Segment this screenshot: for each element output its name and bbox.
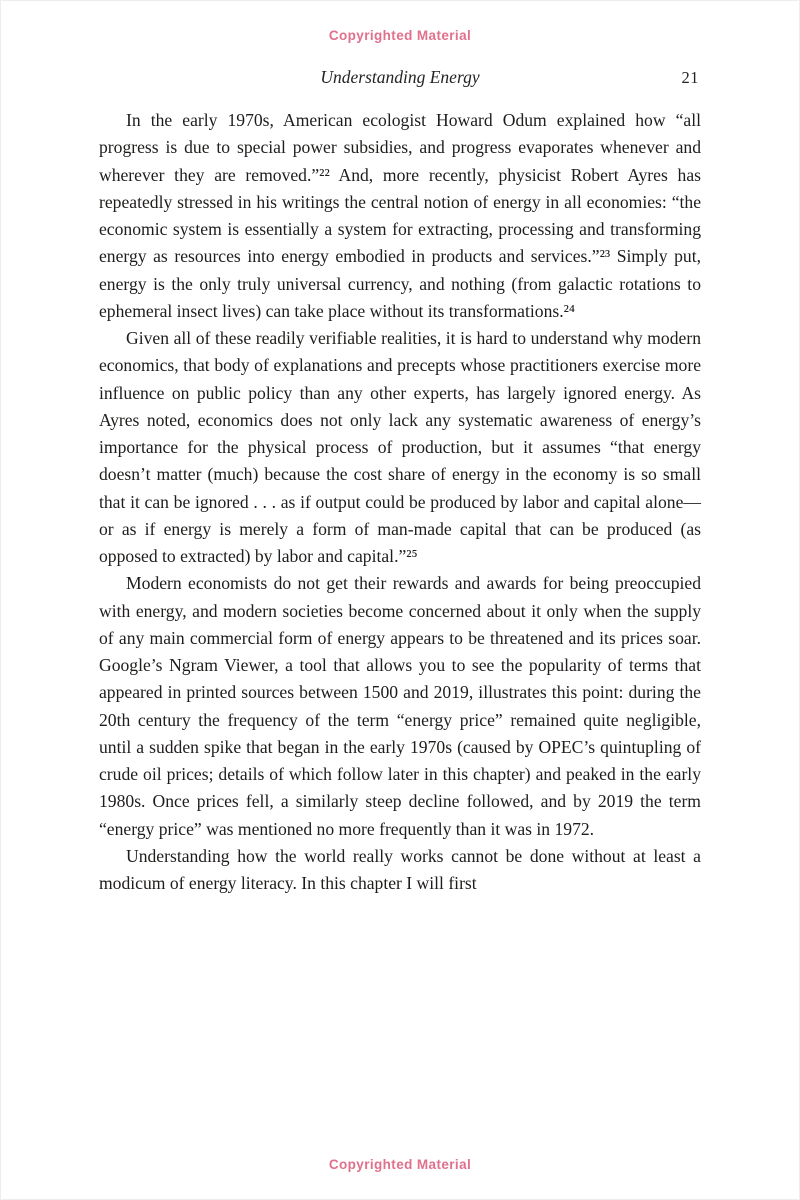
- page-number: 21: [681, 68, 699, 87]
- paragraph: Understanding how the world really works cannot be done without at least a modicum of energy literacy. In this chapter I will first: [99, 845, 701, 893]
- copyright-watermark-top: Copyrighted Material: [328, 28, 472, 43]
- page-body: [99, 107, 701, 897]
- paragraph: In the early 1970s, American ecologist Howard Odum explained how “all progress is due to special power subsidies, and progress evaporates whenever and wherever they are removed.”²² And, more recently, physicist Robert Ayres has repeatedly stressed in his writings the central notion of energy in all economies: “the economic system is essentially a system for extracting, processing and transforming energy as resources into energy embodied in products and services.”²³ Simply put, energy is the only truly universal currency, and nothing (from galactic rotations to ephemeral insect lives) can take place without its transformations.²⁴: [99, 110, 701, 321]
- copyright-watermark-bottom: Copyrighted Material: [328, 1157, 472, 1172]
- running-head: [99, 67, 701, 91]
- chapter-title: Understanding Energy: [320, 67, 480, 87]
- paragraph: Modern economists do not get their rewards and awards for being preoccupied with energy, and modern societies become concerned about it only when the supply of any main commercial form of energy appears to be threatened and its prices soar. Google’s Ngram Viewer, a tool that allows you to see the popularity of terms that appeared in printed sources between 1500 and 2019, illustrates this point: during the 20th century the frequency of the term “energy price” remained quite negligible, until a sudden spike that began in the early 1970s (caused by OPEC’s quintupling of crude oil prices; details of which follow later in this chapter) and peaked in the early 1980s. Once prices fell, a similarly steep decline followed, and by 2019 the term “energy price” was mentioned no more frequently than it was in 1972.: [99, 573, 701, 839]
- paragraph: Given all of these readily verifiable realities, it is hard to understand why modern economics, that body of explanations and precepts whose practitioners exercise more influence on public policy than any other experts, has largely ignored energy. As Ayres noted, economics does not only lack any systematic awareness of energy’s importance for the physical process of production, but it assumes “that energy doesn’t matter (much) because the cost share of energy in the economy is so small that it can be ignored . . . as if output could be produced by labor and capital alone—or as if energy is merely a form of man-made capital that can be produced (as opposed to extracted) by labor and capital.”²⁵: [99, 328, 701, 566]
